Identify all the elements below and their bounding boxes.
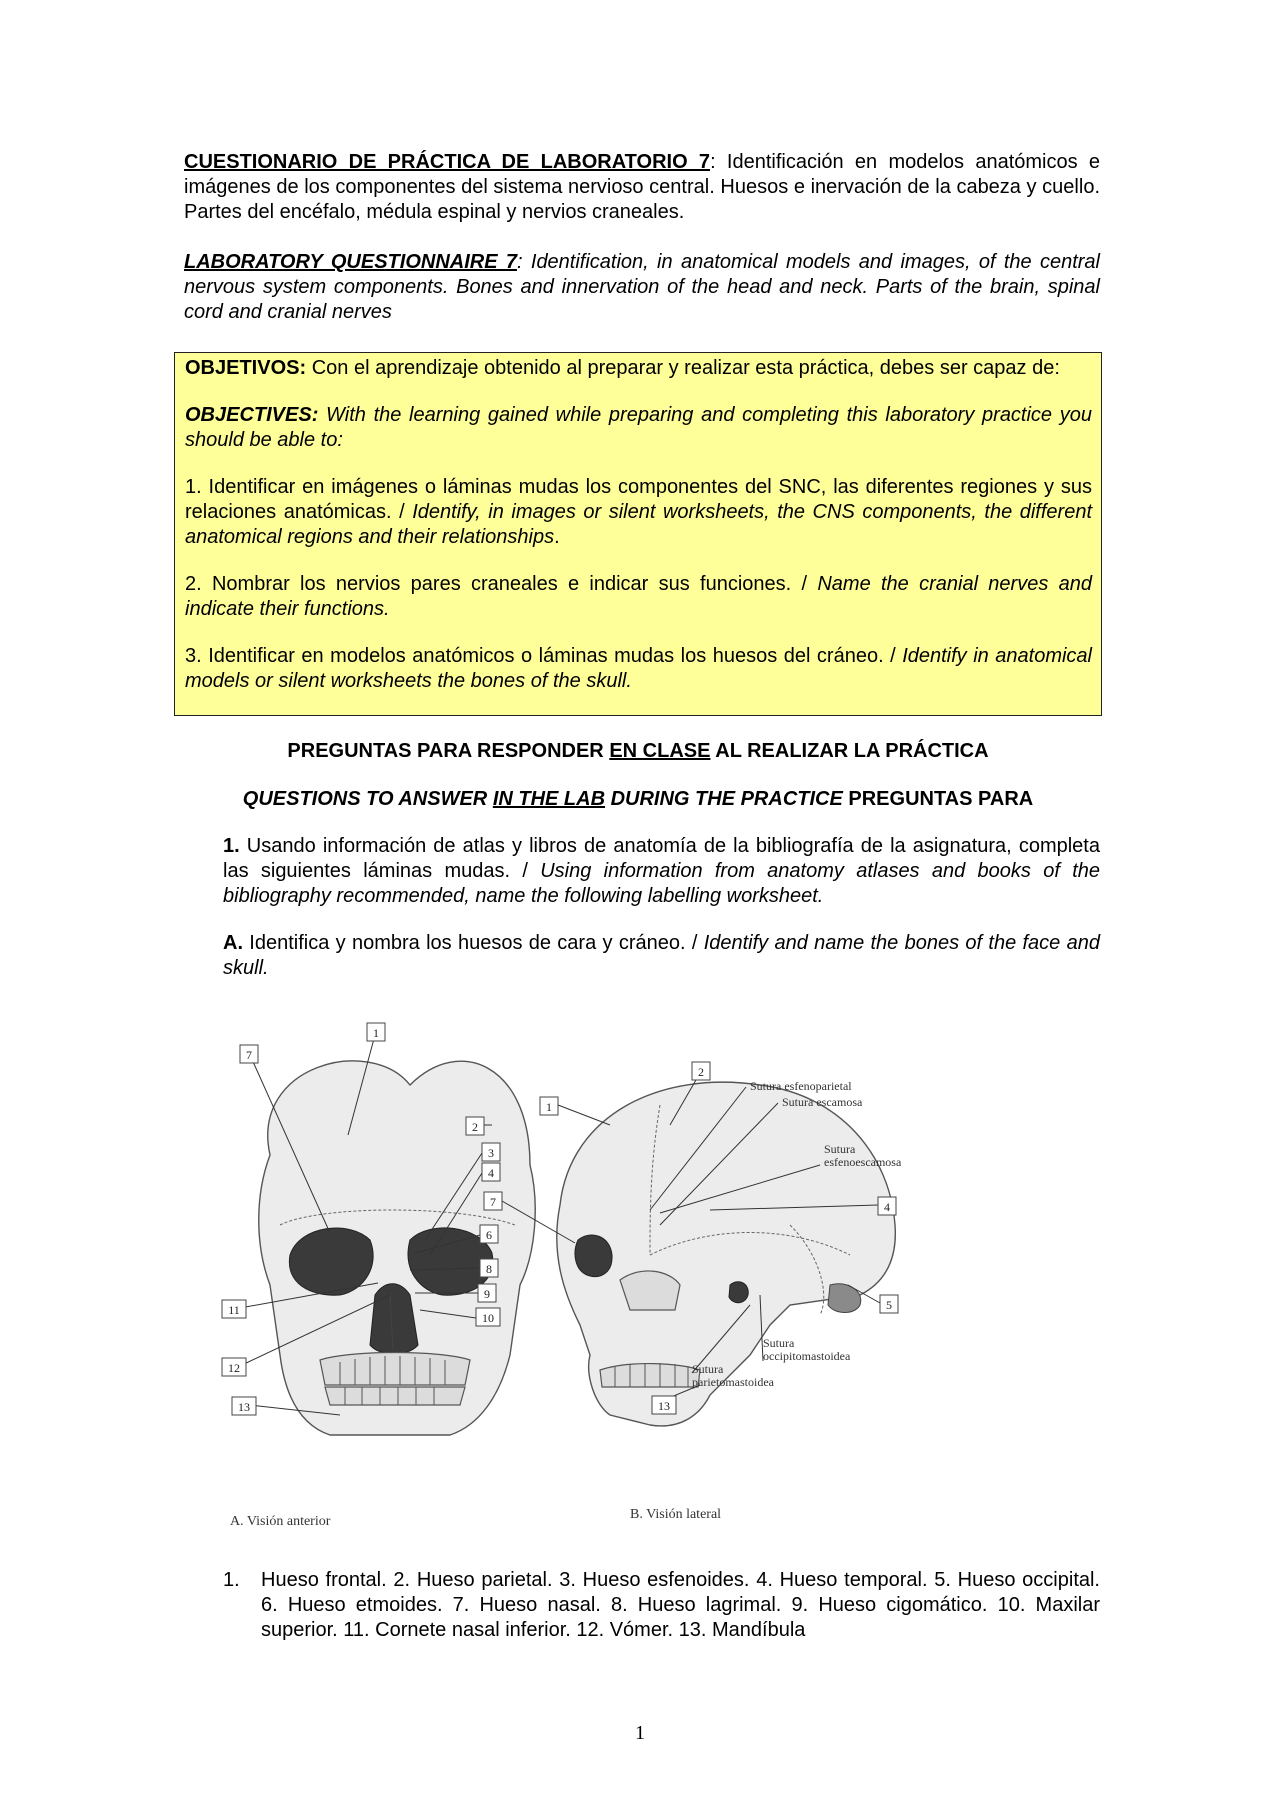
heading-en-tail: PREGUNTAS PARA <box>842 788 1034 810</box>
objective-item-1 <box>185 475 1092 550</box>
suture-occ-line2: occipitomastoidea <box>763 1349 851 1363</box>
english-title-body: : Identification, in anatomical models and images, of the central nervous system components. Bones and innervation of the head and neck. Parts of the brain, spinal cord and cranial nerves <box>184 251 1101 323</box>
svg-text:7: 7 <box>490 1195 496 1209</box>
objectives-box <box>174 352 1102 716</box>
objectives-en-text: With the learning gained while preparing and completing this laboratory practice you should be able to: <box>185 404 1092 451</box>
heading-en-underlined: IN THE LAB <box>492 788 606 810</box>
svg-text:3: 3 <box>488 1146 494 1160</box>
english-title-paragraph <box>184 250 1100 325</box>
section-heading-es <box>174 740 1102 763</box>
heading-en-post: DURING THE PRACTICE <box>605 788 843 810</box>
spanish-title-body: : Identificación en modelos anatómicos e imágenes de los componentes del sistema nervioso central. Huesos e inervación de la cabeza y cuello. Partes del encéfalo, médula espinal y nervios craneales. <box>184 151 1100 223</box>
suture-esfeno-line1: Sutura <box>824 1142 856 1156</box>
objective-item-1-es: 1. Identificar en imágenes o láminas mudas los componentes del SNC, las diferentes regiones y sus relaciones anatómicas. / <box>185 476 1092 523</box>
question-a-en: Identify and name the bones of the face and skull. <box>223 932 1100 979</box>
question-1-number: 1. <box>223 835 240 857</box>
objective-item-1-en: Identify, in images or silent worksheets, the CNS components, the different anatomical regions and their relationships <box>185 501 1092 548</box>
objectives-es-label: OBJETIVOS: <box>185 357 307 379</box>
svg-text:10: 10 <box>482 1311 494 1325</box>
suture-esfeno-line2: esfenoescamosa <box>824 1155 902 1169</box>
objectives-es-text: Con el aprendizaje obtenido al preparar y realizar esta práctica, debes ser capaz de: <box>306 357 1060 379</box>
question-1-en: Using information from anatomy atlases and books of the bibliography recommended, name the following labelling worksheet. <box>223 860 1100 907</box>
answer-number: 1. <box>223 1569 240 1591</box>
objective-item-2-es: 2. Nombrar los nervios pares craneales e indicar sus funciones. / <box>185 573 818 595</box>
question-a <box>223 931 1100 981</box>
objective-item-2-en: Name the cranial nerves and indicate their functions. <box>185 573 1092 620</box>
suture-par-line1: Sutura <box>692 1362 724 1376</box>
objective-item-3 <box>185 644 1092 694</box>
svg-text:13: 13 <box>238 1400 250 1414</box>
answer-list <box>223 1568 1100 1643</box>
question-a-label: A. <box>223 932 243 954</box>
question-1 <box>223 834 1100 909</box>
objective-item-2 <box>185 572 1092 622</box>
english-title: LABORATORY QUESTIONNAIRE 7 <box>184 251 517 273</box>
objectives-en <box>185 403 1092 453</box>
objective-item-3-es: 3. Identificar en modelos anatómicos o láminas mudas los huesos del cráneo. / <box>185 645 903 667</box>
svg-text:9: 9 <box>484 1287 490 1301</box>
caption-anterior: A. Visión anterior <box>230 1514 331 1529</box>
heading-es-post: AL REALIZAR LA PRÁCTICA <box>710 740 989 762</box>
svg-text:4: 4 <box>488 1166 494 1180</box>
suture-escamosa: Sutura escamosa <box>782 1095 863 1109</box>
svg-text:6: 6 <box>486 1228 492 1242</box>
svg-text:13: 13 <box>658 1399 670 1413</box>
skull-figure <box>230 1025 1070 1550</box>
page-number: 1 <box>635 1722 645 1744</box>
objective-item-1-end: . <box>554 526 560 548</box>
spanish-title-paragraph <box>184 150 1100 225</box>
svg-text:2: 2 <box>698 1065 704 1079</box>
svg-text:7: 7 <box>246 1048 252 1062</box>
suture-par-line2: parietomastoidea <box>692 1375 774 1389</box>
objectives-en-label: OBJECTIVES: <box>185 404 319 426</box>
skull-illustration <box>230 1025 1070 1550</box>
caption-lateral: B. Visión lateral <box>630 1507 722 1522</box>
question-a-es: Identifica y nombra los huesos de cara y cráneo. / <box>243 932 704 954</box>
objectives-es <box>185 356 1092 381</box>
question-1-es: Usando información de atlas y libros de anatomía de la bibliografía de la asignatura, completa las siguientes láminas mudas. / <box>223 835 1100 882</box>
svg-text:1: 1 <box>373 1026 379 1040</box>
svg-text:11: 11 <box>228 1303 240 1317</box>
section-heading-en <box>174 788 1102 811</box>
heading-es-underlined: EN CLASE <box>609 740 711 762</box>
document-header <box>184 150 1100 350</box>
objective-item-3-en: Identify in anatomical models or silent worksheets the bones of the skull. <box>185 645 1092 692</box>
label-b-1 <box>540 1097 610 1125</box>
svg-text:5: 5 <box>886 1298 892 1312</box>
heading-en-pre: QUESTIONS TO ANSWER <box>242 788 493 810</box>
anterior-skull <box>259 1061 535 1435</box>
heading-es-pre: PREGUNTAS PARA RESPONDER <box>287 740 610 762</box>
svg-text:2: 2 <box>472 1120 478 1134</box>
svg-text:12: 12 <box>228 1361 240 1375</box>
svg-text:8: 8 <box>486 1262 492 1276</box>
svg-text:1: 1 <box>546 1100 552 1114</box>
answer-text: Hueso frontal. 2. Hueso parietal. 3. Hueso esfenoides. 4. Hueso temporal. 5. Hueso occipital. 6. Hueso etmoides. 7. Hueso nasal. 8. Hueso lagrimal. 9. Hueso cigomático. 10. Maxilar superior. 11. Cornete nasal inferior. 12. Vómer. 13. Mandíbula <box>261 1569 1100 1641</box>
svg-text:4: 4 <box>884 1200 890 1214</box>
suture-occ-line1: Sutura <box>763 1336 795 1350</box>
suture-esfenoparietal: Sutura esfenoparietal <box>750 1079 852 1093</box>
spanish-title: CUESTIONARIO DE PRÁCTICA DE LABORATORIO 7 <box>184 151 711 173</box>
